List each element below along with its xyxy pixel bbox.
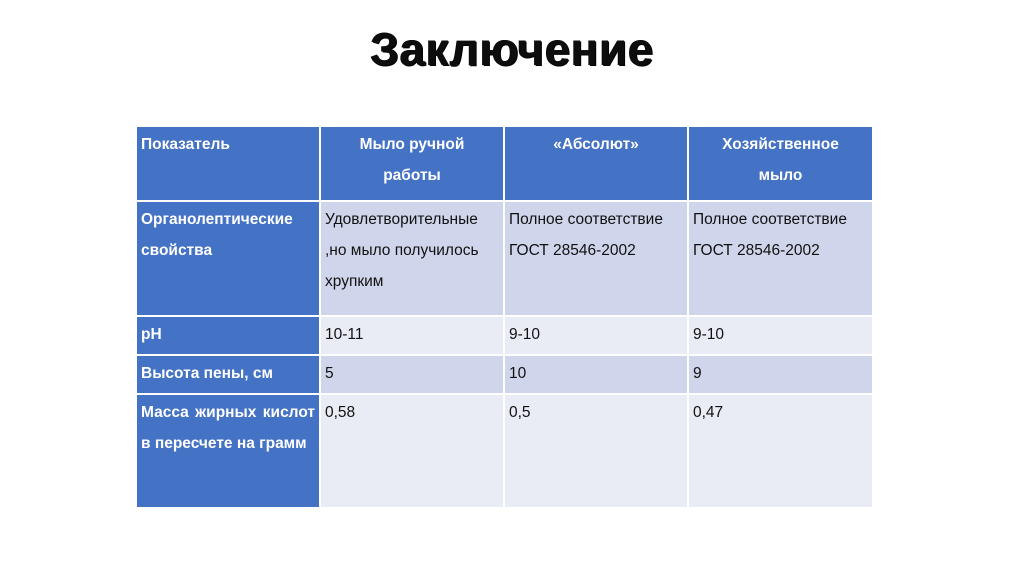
table-row (136, 316, 873, 355)
table-row (136, 201, 873, 316)
slide-title: Заключение (370, 23, 654, 75)
row-label-fatty-acids: Масса жирных кислот в пересчете на грамм (136, 394, 320, 508)
header-cell-handmade-soap: Мыло ручной работы (320, 126, 504, 201)
table-cell: 9 (688, 355, 873, 394)
table-cell: Полное соответствие ГОСТ 28546-2002 (688, 201, 873, 316)
row-label-ph: pH (136, 316, 320, 355)
table-cell: 9-10 (504, 316, 688, 355)
header-cell-absolut: «Абсолют» (504, 126, 688, 201)
table-cell: 10 (504, 355, 688, 394)
table-cell: 0,47 (688, 394, 873, 508)
table-cell: 10-11 (320, 316, 504, 355)
table-cell: 0,5 (504, 394, 688, 508)
comparison-table (135, 125, 874, 509)
table-cell: 0,58 (320, 394, 504, 508)
table-cell: Удовлетворительные ,но мыло получилось хрупким (320, 201, 504, 316)
row-label-foam-height: Высота пены, см (136, 355, 320, 394)
header-cell-laundry-soap: Хозяйственное мыло (688, 126, 873, 201)
header-cell-indicator: Показатель (136, 126, 320, 201)
table-row (136, 355, 873, 394)
table-row (136, 394, 873, 508)
table-header-row (136, 126, 873, 201)
table-cell: 5 (320, 355, 504, 394)
table-cell: 9-10 (688, 316, 873, 355)
table-cell: Полное соответствие ГОСТ 28546-2002 (504, 201, 688, 316)
row-label-organoleptic: Органолептические свойства (136, 201, 320, 316)
